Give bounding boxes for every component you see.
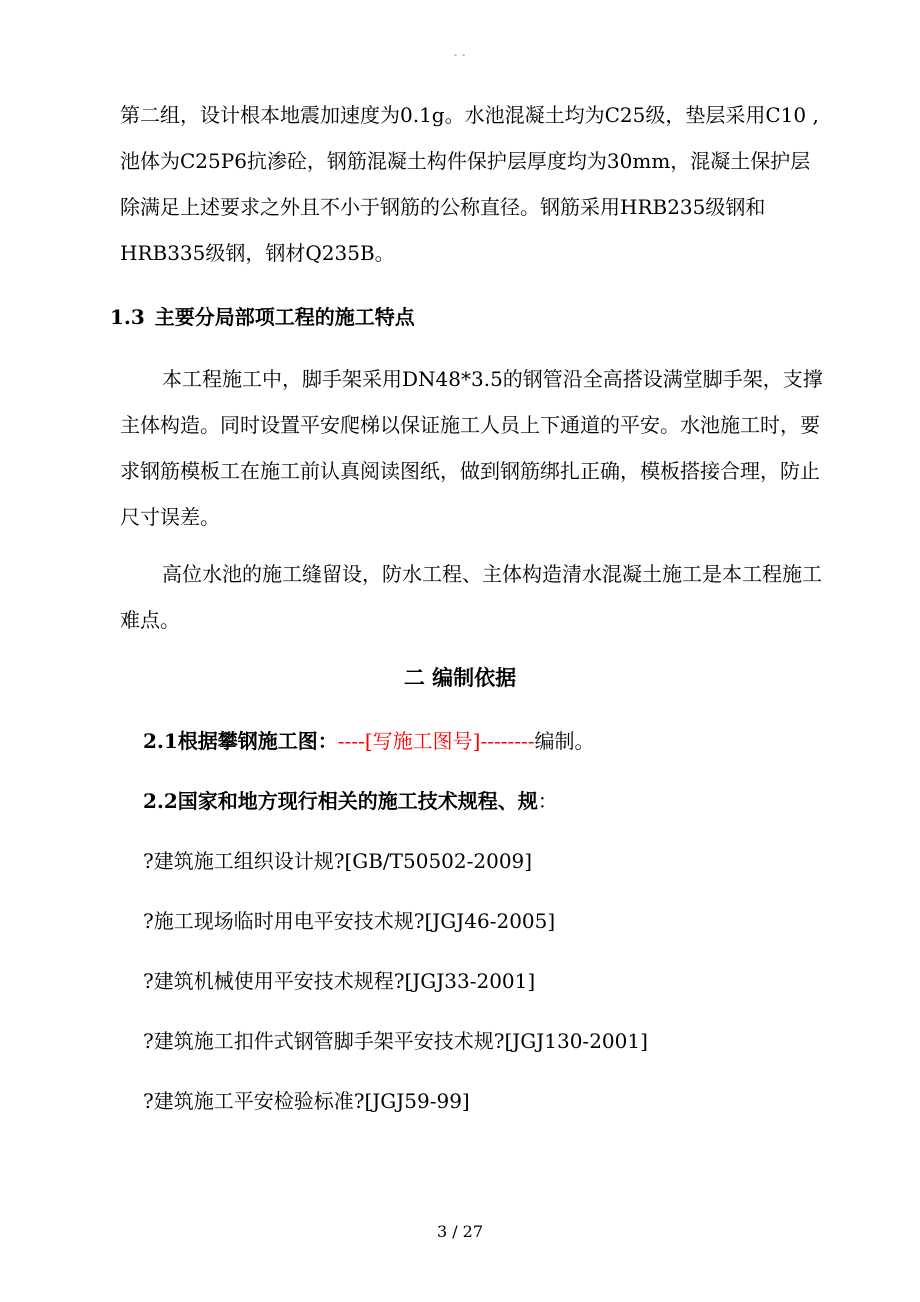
section-heading-1-3 xyxy=(110,302,415,332)
chapter-heading-2: 二 编制依据 xyxy=(403,665,517,690)
standard-item: ?建筑施工组织设计规?[GB/T50502-2009] xyxy=(143,849,533,873)
standard-item: ?建筑施工扣件式钢管脚手架平安技术规?[JGJ130-2001] xyxy=(143,1029,648,1053)
drawing-number-placeholder: [写施工图号] xyxy=(364,729,481,753)
item-2-1-label: 2.1根据攀钢施工图： xyxy=(143,729,338,753)
header-mark: - - xyxy=(453,50,467,61)
item-2-1-dashes-after: -------- xyxy=(480,729,535,753)
page-number: 3 / 27 xyxy=(436,1222,484,1241)
paragraph-construction-features: 本工程施工中，脚手架采用DN48*3.5的钢管沿全高搭设满堂脚手架，支撑主体构造。同时设置平安爬梯以保证施工人员上下通道的平安。水池施工时，要求钢筋模板工在施工前认真阅读图纸，做到钢筋绑扎正确，模板搭接合理，防止尺寸误差。 xyxy=(120,367,823,529)
item-2-2 xyxy=(143,786,558,816)
item-2-1-suffix: 编制。 xyxy=(534,729,595,753)
standard-item: ?建筑机械使用平安技术规程?[JGJ33-2001] xyxy=(143,969,536,993)
standard-item: ?施工现场临时用电平安技术规?[JGJ46-2005] xyxy=(143,909,556,933)
paragraph-design-spec: 第二组，设计根本地震加速度为0.1g。水池混凝土均为C25级，垫层采用C10 ,池体为C25P6抗渗砼，钢筋混凝土构件保护层厚度均为30mm，混凝土保护层除满足上述要求之外且不小于钢筋的公称直径。钢筋采用HRB235级钢和HRB335级钢，钢材Q235B。 xyxy=(120,103,819,265)
item-2-2-label: 2.2国家和地方现行相关的施工技术规程、规 xyxy=(143,789,538,813)
paragraph-difficulties: 高位水池的施工缝留设，防水工程、主体构造清水混凝土施工是本工程施工难点。 xyxy=(120,562,822,632)
item-2-1-dashes-before: ---- xyxy=(337,729,365,753)
section-number: 1.3 xyxy=(110,305,145,329)
item-2-2-suffix: ： xyxy=(537,789,558,813)
item-2-1 xyxy=(143,726,595,756)
standard-item: ?建筑施工平安检验标准?[JGJ59-99] xyxy=(143,1089,470,1113)
section-title: 主要分局部项工程的施工特点 xyxy=(154,305,415,329)
